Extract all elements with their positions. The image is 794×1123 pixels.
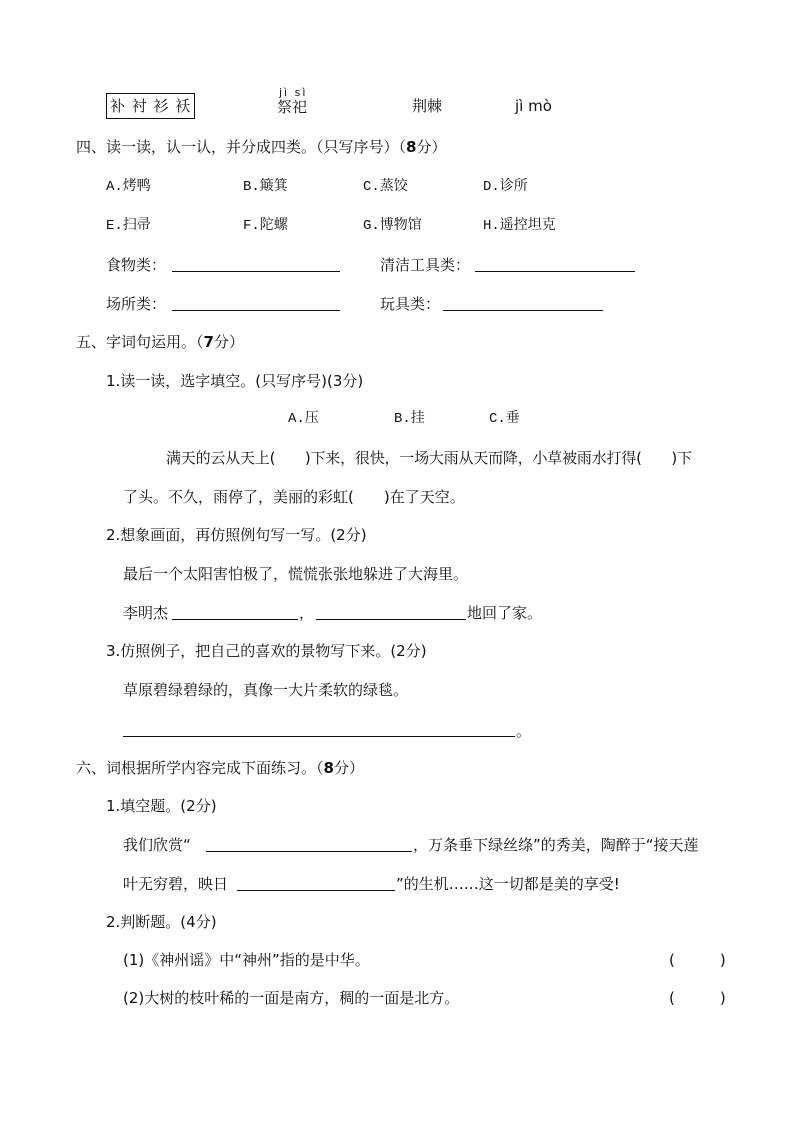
section4-title-text: 四、读一读，认一认，并分成四类。（只写序号）（	[76, 138, 407, 156]
q5-1-passage-line1: 满天的云从天上( )下来，很快，一场大雨从天而降，小草被雨水打得( )下	[166, 449, 692, 467]
category-food-blank[interactable]	[172, 271, 340, 272]
pinyin-jimo: jì mò	[515, 97, 552, 115]
section6-title-text: 六、词根据所学内容完成下面练习。（	[76, 759, 324, 777]
q6-1-blank-2[interactable]	[237, 890, 395, 891]
section5-title	[76, 332, 244, 352]
q6-1-blank-1[interactable]	[206, 851, 412, 852]
section5-score: 7	[203, 333, 214, 351]
option-e: E.扫帚	[106, 218, 151, 234]
category-toy-label: 玩具类：	[380, 295, 441, 313]
section6-title	[76, 758, 364, 778]
q5-2-title: 2.想象画面，再仿照例句写一写。(2分)	[106, 526, 367, 544]
q5-2-blank-2[interactable]	[316, 619, 466, 620]
section5-title-text: 五、字词句运用。（	[76, 333, 204, 351]
section6-score: 8	[323, 759, 334, 777]
q5-3-period: 。	[516, 722, 532, 740]
category-place-blank[interactable]	[172, 310, 340, 311]
word-jingji: 荆棘	[412, 97, 443, 115]
q6-2-item-1: (1)《神州谣》中“神州”指的是中华。	[123, 951, 370, 969]
option-c: C.蒸饺	[363, 179, 408, 195]
q5-2-example: 最后一个太阳害怕极了，慌慌张张地躲进了大海里。	[123, 565, 469, 583]
category-clean-label: 清洁工具类：	[380, 256, 471, 274]
boxed-characters: 补 衬 衫 袄	[106, 93, 195, 119]
section6-title-end: 分）	[333, 759, 364, 777]
q5-2-comma: ，	[299, 604, 315, 622]
pinyin-jisi: jì sì	[279, 86, 308, 99]
q6-1-line2-end: ”的生机……这一切都是美的享受!	[396, 875, 620, 893]
category-toy-blank[interactable]	[443, 310, 603, 311]
q5-2-blank-1[interactable]	[172, 619, 298, 620]
section5-title-end: 分）	[213, 333, 244, 351]
q6-1-line1-end: ，万条垂下绿丝绦”的秀美，陶醉于“接天莲	[413, 836, 699, 854]
category-food-label: 食物类：	[106, 256, 167, 274]
q6-2-item-1-answer[interactable]: ( )	[669, 951, 726, 969]
q5-3-blank[interactable]	[123, 736, 515, 737]
option-h: H.遥控坦克	[483, 218, 556, 234]
q5-1-option-c: C.垂	[489, 411, 520, 427]
word-jisi: 祭祀	[277, 98, 308, 116]
q5-3-title: 3.仿照例子，把自己的喜欢的景物写下来。(2分)	[106, 642, 427, 660]
q5-2-start: 李明杰	[123, 604, 169, 622]
q5-1-title: 1.读一读，选字填空。(只写序号)(3分)	[106, 372, 364, 390]
q6-2-item-2-answer[interactable]: ( )	[669, 989, 726, 1007]
q6-2-title: 2.判断题。(4分)	[106, 913, 217, 931]
q5-2-end: 地回了家。	[467, 604, 543, 622]
q5-1-option-a: A.压	[288, 411, 319, 427]
q5-1-option-b: B.挂	[394, 411, 425, 427]
q6-2-item-2: (2)大树的枝叶稀的一面是南方，稠的一面是北方。	[123, 989, 460, 1007]
category-clean-blank[interactable]	[475, 271, 635, 272]
option-f: F.陀螺	[243, 218, 288, 234]
q6-1-line1-start: 我们欣赏“	[123, 836, 191, 854]
option-g: G.博物馆	[363, 218, 422, 234]
section4-score: 8	[406, 138, 417, 156]
q5-1-passage-line2: 了头。不久，雨停了，美丽的彩虹( )在了天空。	[123, 488, 465, 506]
category-place-label: 场所类：	[106, 295, 167, 313]
section4-title-end: 分）	[416, 138, 447, 156]
option-d: D.诊所	[483, 179, 528, 195]
option-a: A.烤鸭	[106, 179, 151, 195]
option-b: B.簸箕	[243, 179, 288, 195]
q6-1-line2-start: 叶无穷碧，映日	[123, 875, 229, 893]
q6-1-title: 1.填空题。(2分)	[106, 797, 217, 815]
q5-3-example: 草原碧绿碧绿的，真像一大片柔软的绿毯。	[123, 681, 409, 699]
section4-title	[76, 137, 446, 157]
